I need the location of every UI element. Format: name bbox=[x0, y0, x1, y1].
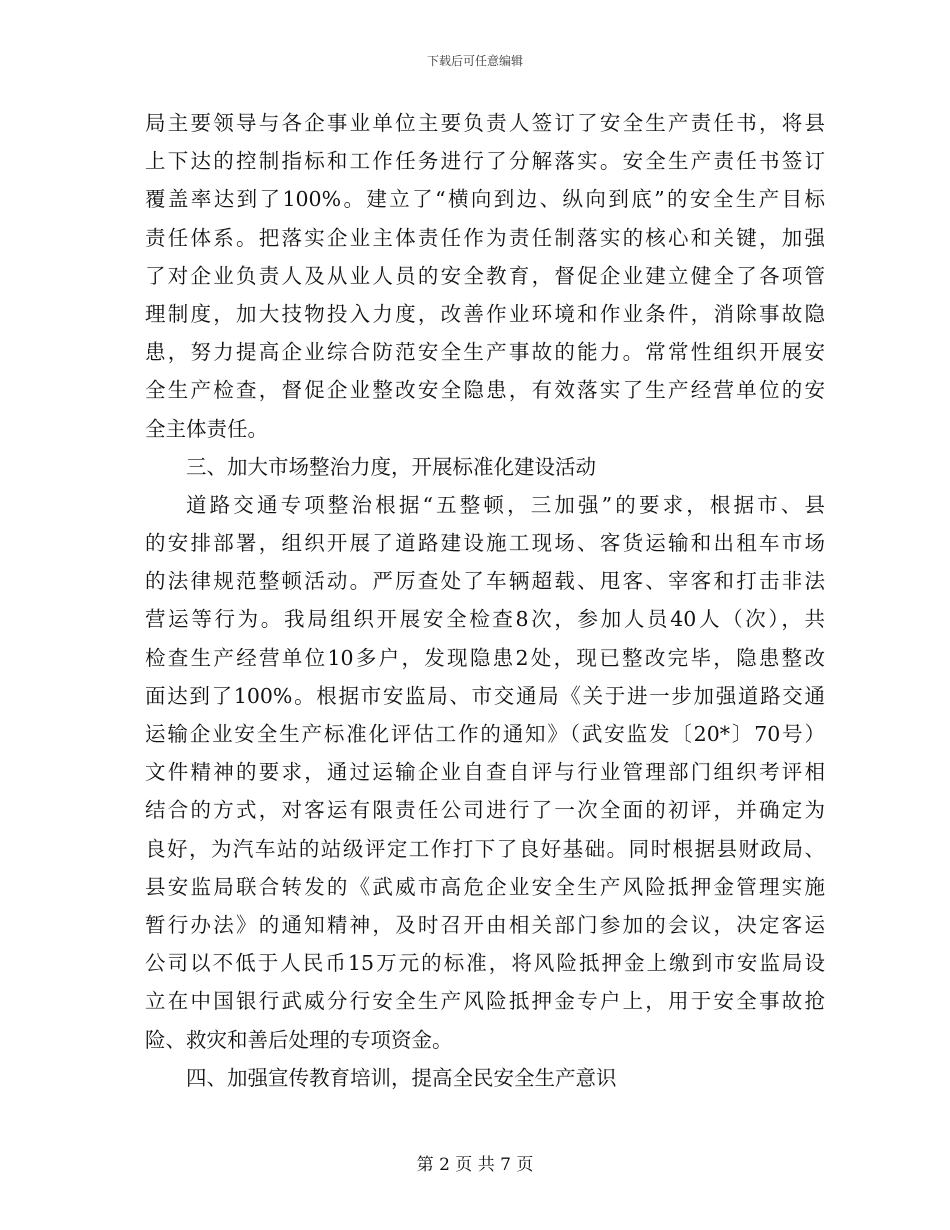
text-line: 覆盖率达到了100%。建立了“横向到边、纵向到底”的安全生产目标 bbox=[145, 187, 825, 212]
text-line: 的安排部署，组织开展了道路建设施工现场、客货运输和出租车市场 bbox=[145, 531, 825, 556]
text-line: 文件精神的要求，通过运输企业自查自评与行业管理部门组织考评相 bbox=[145, 760, 825, 785]
text-line: 局主要领导与各企事业单位主要负责人签订了安全生产责任书，将县 bbox=[145, 111, 825, 135]
text-line: 立在中国银行武威分行安全生产风险抵押金专户上，用于安全事故抢 bbox=[145, 989, 825, 1014]
text-line: 险、救灾和善后处理的专项资金。 bbox=[145, 1027, 453, 1052]
text-line: 公司以不低于人民币15万元的标准，将风险抵押金上缴到市安监局设 bbox=[145, 951, 825, 976]
text-line: 结合的方式，对客运有限责任公司进行了一次全面的初评，并确定为 bbox=[145, 798, 825, 823]
text-line: 理制度，加大技物投入力度，改善作业环境和作业条件，消除事故隐 bbox=[145, 301, 825, 326]
text-line: 全主体责任。 bbox=[145, 416, 268, 441]
page-header: 下载后可任意编辑 bbox=[426, 54, 523, 68]
text-line: 了对企业负责人及从业人员的安全教育，督促企业建立健全了各项管 bbox=[145, 263, 825, 288]
document-body bbox=[145, 104, 825, 1097]
section-heading: 三、加大市场整治力度，开展标准化建设活动 bbox=[186, 454, 596, 479]
text-line: 运输企业安全生产标准化评估工作的通知》（武安监发〔20*〕70号） bbox=[145, 722, 825, 746]
page-footer: 第 2 页 共 7 页 bbox=[416, 1155, 534, 1175]
text-line: 良好，为汽车站的站级评定工作打下了良好基础。同时根据县财政局、 bbox=[145, 836, 825, 861]
text-line: 营运等行为。我局组织开展安全检查8次，参加人员40人（次），共 bbox=[145, 607, 825, 632]
text-line: 道路交通专项整治根据“五整顿，三加强”的要求，根据市、县 bbox=[186, 492, 825, 517]
text-line: 责任体系。把落实企业主体责任作为责任制落实的核心和关键，加强 bbox=[145, 225, 825, 250]
text-line: 患，努力提高企业综合防范安全生产事故的能力。常常性组织开展安 bbox=[145, 340, 825, 365]
section-heading: 四、加强宣传教育培训，提高全民安全生产意识 bbox=[186, 1065, 617, 1090]
text-line: 上下达的控制指标和工作任务进行了分解落实。安全生产责任书签订 bbox=[145, 149, 825, 174]
text-line: 面达到了100%。根据市安监局、市交通局《关于进一步加强道路交通 bbox=[145, 683, 825, 708]
text-line: 县安监局联合转发的《武威市高危企业安全生产风险抵押金管理实施 bbox=[145, 874, 825, 899]
text-line: 暂行办法》的通知精神，及时召开由相关部门参加的会议，决定客运 bbox=[145, 912, 825, 937]
text-line: 全生产检查，督促企业整改安全隐患，有效落实了生产经营单位的安 bbox=[145, 378, 825, 403]
text-line: 的法律规范整顿活动。严厉查处了车辆超载、甩客、宰客和打击非法 bbox=[145, 569, 825, 594]
text-line: 检查生产经营单位10多户，发现隐患2处，现已整改完毕，隐患整改 bbox=[145, 645, 825, 670]
